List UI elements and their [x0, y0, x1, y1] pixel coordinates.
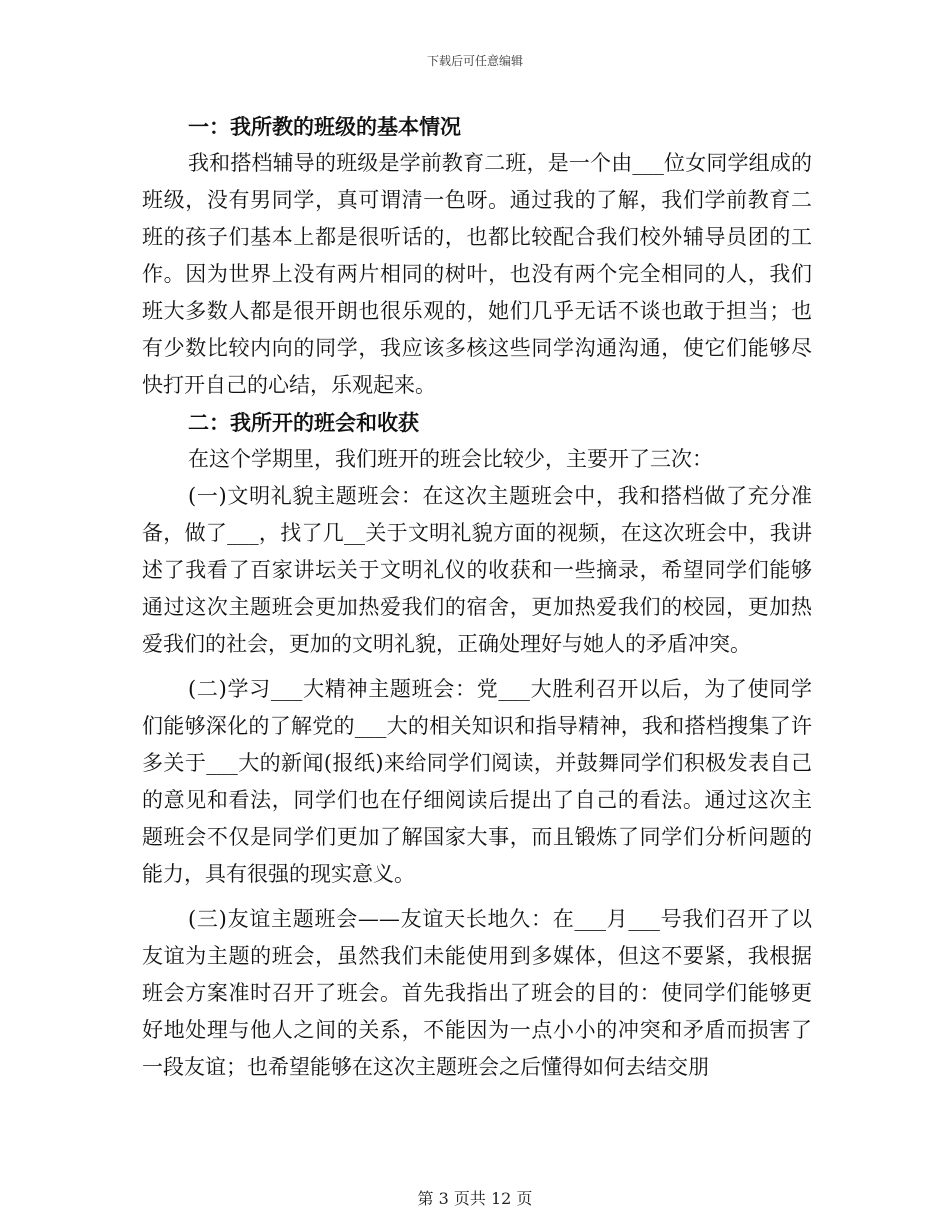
page-header: 下载后可任意编辑: [426, 54, 523, 68]
section-2-item-1: (一)文明礼貌主题班会：在这次主题班会中，我和搭档做了充分准备，做了___，找了几__关于文明礼貌方面的视频，在这次班会中，我讲述了我看了百家讲坛关于文明礼仪的收获和一些摘录，希望同学们能够通过这次主题班会更加热爱我们的宿舍，更加热爱我们的校园，更加热爱我们的社会，更加的文明礼貌，正确处理好与她人的矛盾冲突。: [142, 484, 812, 656]
section-2-item-3: (三)友谊主题班会——友谊天长地久：在___月___号我们召开了以友谊为主题的班会，虽然我们未能使用到多媒体，但这不要紧，我根据班会方案准时召开了班会。首先我指出了班会的目的：使同学们能够更好地处理与他人之间的关系，不能因为一点小小的冲突和矛盾而损害了一段友谊；也希望能够在这次主题班会之后懂得如何去结交朋: [142, 907, 812, 1079]
section-1-paragraph: 我和搭档辅导的班级是学前教育二班，是一个由___位女同学组成的班级，没有男同学，真可谓清一色呀。通过我的了解，我们学前教育二班的孩子们基本上都是很听话的，也都比较配合我们校外辅导员团的工作。因为世界上没有两片相同的树叶，也没有两个完全相同的人，我们班大多数人都是很开朗也很乐观的，她们几乎无话不谈也敢于担当；也有少数比较内向的同学，我应该多核这些同学沟通沟通，使它们能够尽快打开自己的心结，乐观起来。: [142, 151, 812, 397]
page-footer: 第 3 页共 12 页: [417, 1189, 533, 1208]
document-body: [142, 108, 812, 1086]
section-2-heading: 二：我所开的班会和收获: [188, 410, 419, 435]
section-1-heading: 一：我所教的班级的基本情况: [188, 114, 461, 139]
section-2-item-2: (二)学习___大精神主题班会：党___大胜利召开以后，为了使同学们能够深化的了解党的___大的相关知识和指导精神，我和搭档搜集了许多关于___大的新闻(报纸)来给同学们阅读，并鼓舞同学们积极发表自己的意见和看法，同学们也在仔细阅读后提出了自己的看法。通过这次主题班会不仅是同学们更加了解国家大事，而且锻炼了同学们分析问题的能力，具有很强的现实意义。: [142, 677, 812, 886]
section-2-intro: 在这个学期里，我们班开的班会比较少，主要开了三次：: [188, 447, 713, 471]
